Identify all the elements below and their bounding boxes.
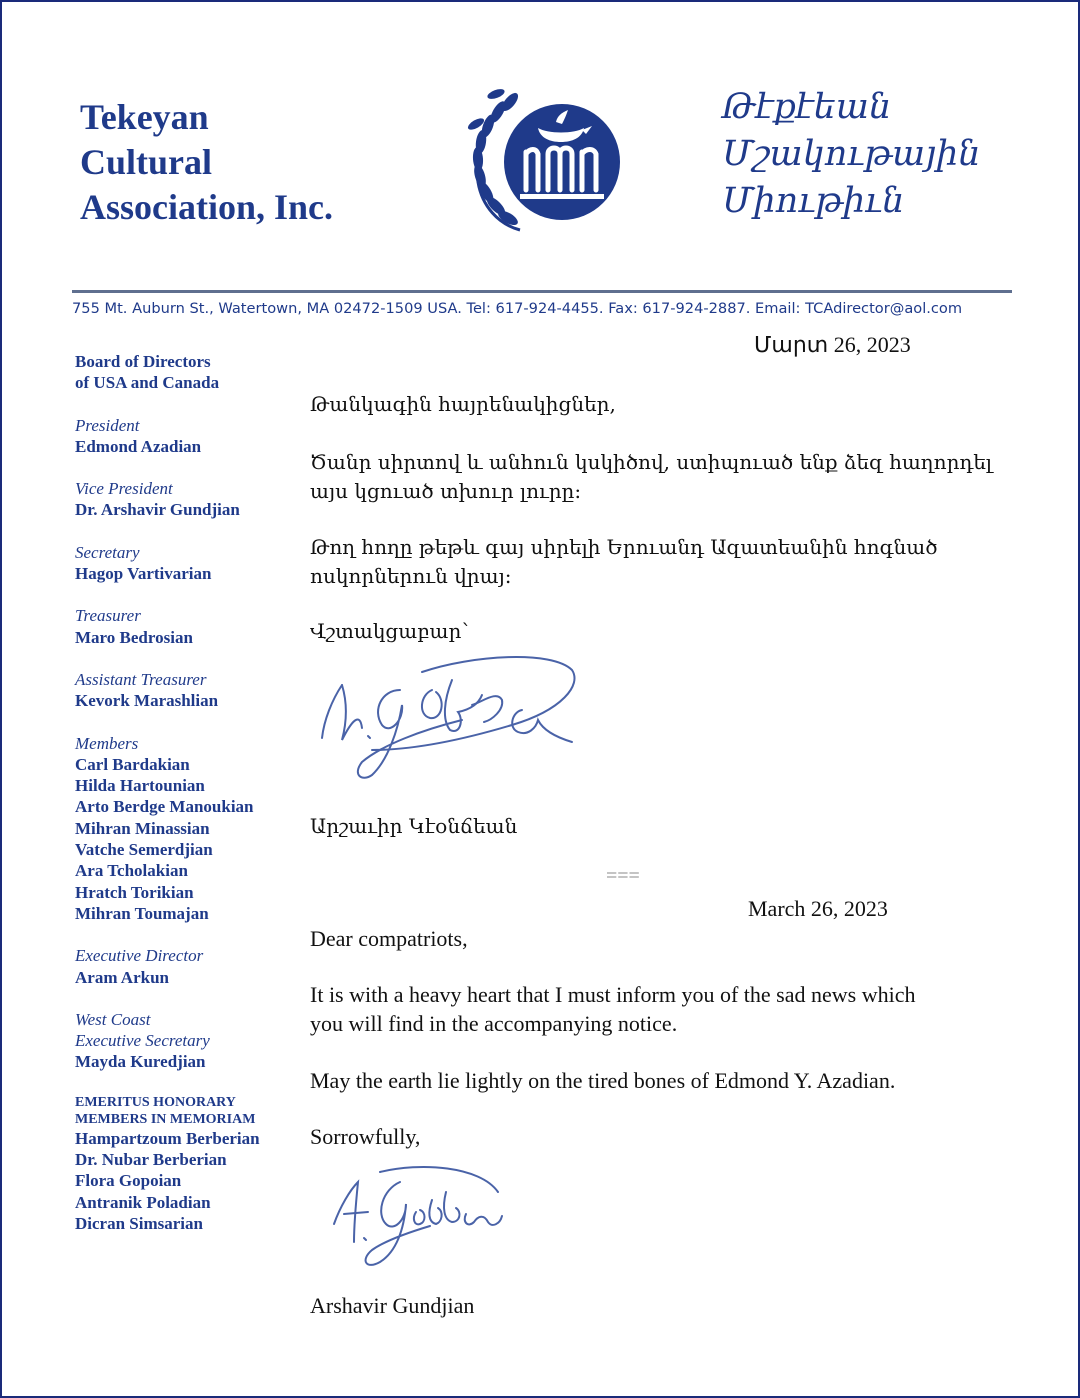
role-label: West Coast — [75, 1009, 151, 1029]
role-label: Treasurer — [75, 606, 141, 626]
org-name-en-line-3: Association, Inc. — [80, 187, 334, 227]
closing-armenian: Վշտակցաբար՝ — [310, 619, 469, 643]
separator: === — [606, 865, 640, 887]
person-name: Hagop Vartivarian — [75, 564, 212, 584]
emeritus-block — [75, 1094, 290, 1234]
role-label: Vice President — [75, 479, 173, 499]
paragraph-english-1-line-1: It is with a heavy heart that I must inform you of the sad news which — [310, 982, 916, 1007]
assistant-treasurer-block — [75, 669, 290, 712]
emeritus-name: Hampartzoum Berberian — [75, 1128, 260, 1148]
org-name-english — [80, 95, 333, 230]
paragraph-armenian-2-line-2: ոսկորներուն վրայ: — [310, 564, 512, 588]
signature-armenian-icon — [312, 650, 602, 785]
role-label: Members — [75, 733, 139, 753]
person-name: Kevork Marashlian — [75, 691, 219, 711]
org-name-hy-line-1: Թէքէեան — [722, 87, 892, 127]
greeting-armenian: Թանկագին հայրենակիցներ, — [310, 392, 616, 416]
role-label: Assistant Treasurer — [75, 669, 207, 689]
greeting-english: Dear compatriots, — [310, 926, 468, 951]
member-name: Carl Bardakian — [75, 754, 190, 774]
member-name: Arto Berdge Manoukian — [75, 797, 254, 817]
role-label: Secretary — [75, 542, 140, 562]
member-name: Vatche Semerdjian — [75, 840, 213, 860]
paragraph-english-1-line-2: you will find in the accompanying notice. — [310, 1011, 678, 1036]
org-name-hy-line-2: Մշակութային — [722, 134, 981, 174]
role-label: Executive Director — [75, 946, 204, 966]
member-name: Hratch Torikian — [75, 882, 194, 902]
person-name: Edmond Azadian — [75, 436, 202, 456]
tca-logo-icon — [464, 82, 626, 234]
person-name: Mayda Kuredjian — [75, 1052, 206, 1072]
emeritus-name: Flora Gopoian — [75, 1171, 182, 1191]
signature-english-icon — [320, 1152, 520, 1282]
board-title-line: of USA and Canada — [75, 373, 220, 393]
person-name: Dr. Arshavir Gundjian — [75, 500, 240, 520]
signer-armenian: Արշաւիր Կէօնճեան — [310, 814, 518, 838]
org-name-armenian — [722, 84, 981, 225]
member-name: Ara Tcholakian — [75, 861, 188, 881]
secretary-block — [75, 542, 290, 585]
treasurer-block — [75, 605, 290, 648]
signer-english: Arshavir Gundjian — [310, 1293, 475, 1318]
member-name: Mihran Minassian — [75, 818, 210, 838]
date-english: March 26, 2023 — [748, 896, 888, 921]
vice-president-block — [75, 478, 290, 521]
org-name-hy-line-3: Միութիւն — [722, 181, 905, 221]
board-title — [75, 351, 290, 394]
west-coast-block — [75, 1009, 290, 1073]
paragraph-armenian-1-line-2: այս կցուած տխուր լուրը: — [310, 479, 582, 503]
person-name: Aram Arkun — [75, 967, 169, 987]
president-block — [75, 415, 290, 458]
paragraph-english-2: May the earth lie lightly on the tired bones of Edmond Y. Azadian. — [310, 1068, 896, 1093]
emeritus-name: Antranik Poladian — [75, 1192, 211, 1212]
header-divider — [72, 290, 1012, 293]
closing-english: Sorrowfully, — [310, 1124, 421, 1149]
emeritus-name: Dr. Nubar Berberian — [75, 1150, 227, 1170]
member-name: Hilda Hartounian — [75, 776, 205, 796]
role-label: Executive Secretary — [75, 1031, 210, 1051]
board-title-line: Board of Directors — [75, 352, 211, 371]
org-address: 755 Mt. Auburn St., Watertown, MA 02472-1509 USA. Tel: 617-924-4455. Fax: 617-924-2887. Email: TCAdirector@aol.com — [72, 300, 963, 317]
board-sidebar — [75, 351, 290, 1255]
member-name: Mihran Toumajan — [75, 903, 209, 923]
date-armenian: Մարտ 26, 2023 — [754, 332, 911, 357]
executive-director-block — [75, 945, 290, 988]
members-block — [75, 733, 290, 925]
org-name-en-line-1: Tekeyan — [80, 97, 209, 137]
role-label: President — [75, 415, 140, 435]
emeritus-title: EMERITUS HONORARY — [75, 1094, 236, 1110]
emeritus-title: MEMBERS IN MEMORIAM — [75, 1111, 256, 1127]
person-name: Maro Bedrosian — [75, 627, 193, 647]
paragraph-armenian-1-line-1: Ծանր սիրտով և անհուն կսկիծով, ստիպուած ենք ձեզ հաղորդել — [310, 450, 993, 474]
org-name-en-line-2: Cultural — [80, 142, 213, 182]
emeritus-name: Dicran Simsarian — [75, 1213, 203, 1233]
paragraph-armenian-2-line-1: Թող հողը թեթև գայ սիրելի Երուանդ Ազատեանին հոգնած — [310, 535, 938, 559]
